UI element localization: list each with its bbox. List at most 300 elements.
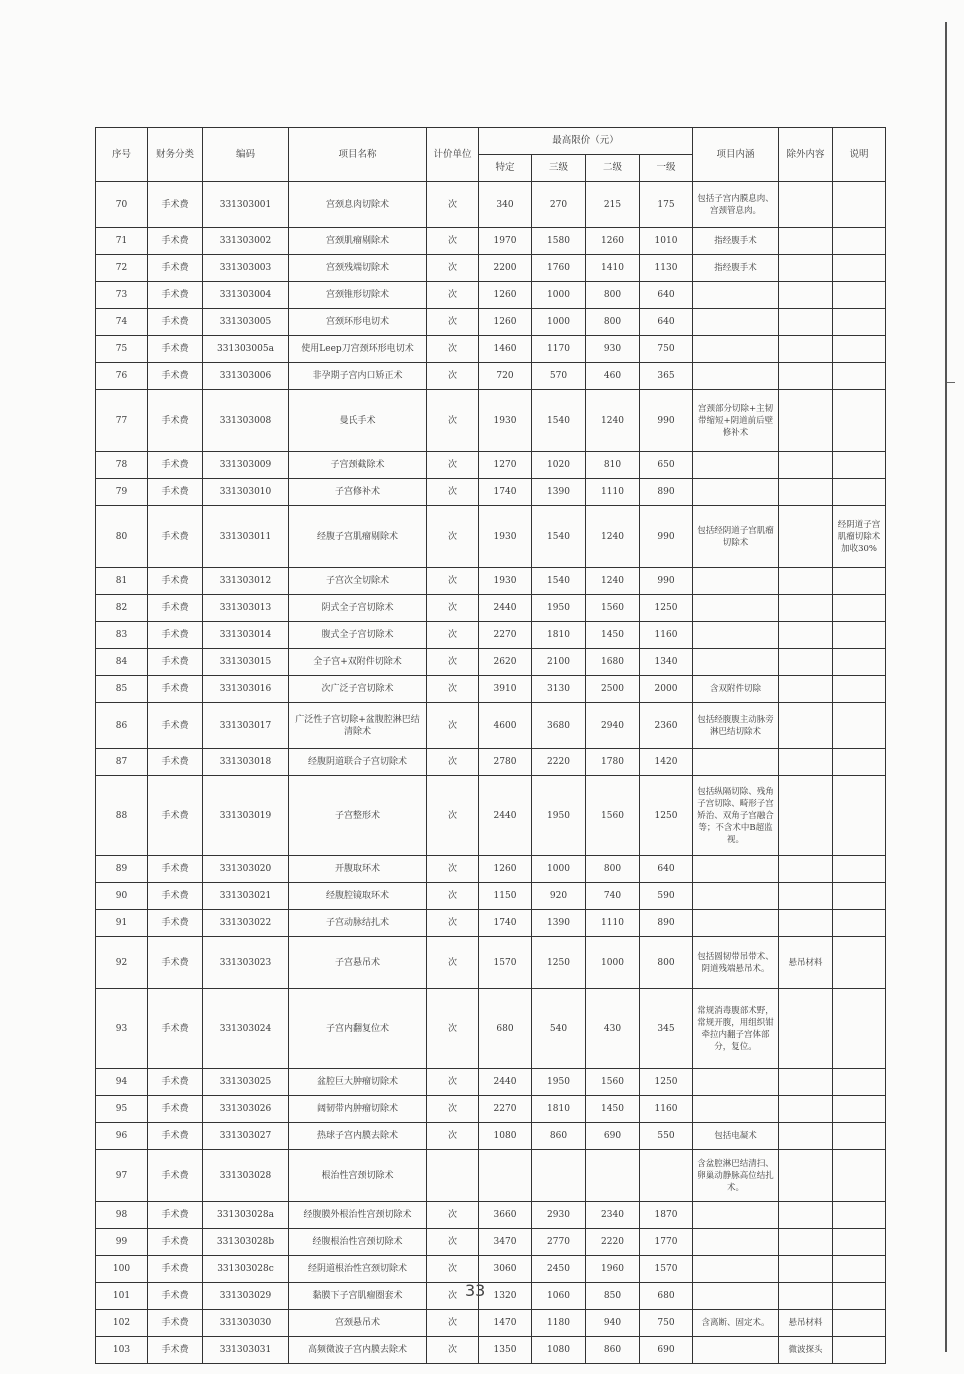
table-row	[96, 622, 886, 649]
cell-price-special: 1930	[479, 390, 532, 452]
cell-seq: 102	[96, 1310, 148, 1337]
cell-name: 黏膜下子宫肌瘤圈套术	[289, 1283, 427, 1310]
cell-content: 包括经阴道子宫肌瘤切除术	[693, 506, 779, 568]
cell-name: 宫颈锥形切除术	[289, 282, 427, 309]
cell-name: 全子宫+双附件切除术	[289, 649, 427, 676]
cell-price-special: 4600	[479, 703, 532, 749]
cell-unit: 次	[427, 1096, 479, 1123]
cell-price-level2: 800	[586, 282, 640, 309]
cell-price-level3: 1810	[532, 622, 586, 649]
cell-name: 子宫修补术	[289, 479, 427, 506]
cell-remarks	[833, 989, 886, 1069]
cell-price-level3: 920	[532, 883, 586, 910]
cell-price-level2: 1560	[586, 1069, 640, 1096]
cell-price-level2: 1960	[586, 1256, 640, 1283]
cell-price-special: 2620	[479, 649, 532, 676]
cell-name: 经腹子宫肌瘤剔除术	[289, 506, 427, 568]
cell-price-level3: 1020	[532, 452, 586, 479]
cell-price-level1: 890	[640, 479, 693, 506]
cell-category: 手术费	[148, 1310, 203, 1337]
cell-seq: 84	[96, 649, 148, 676]
cell-price-special: 720	[479, 363, 532, 390]
cell-category: 手术费	[148, 390, 203, 452]
table-row	[96, 228, 886, 255]
cell-category: 手术费	[148, 1123, 203, 1150]
cell-excluded	[779, 182, 833, 228]
cell-category: 手术费	[148, 1150, 203, 1202]
table-row	[96, 363, 886, 390]
cell-seq: 73	[96, 282, 148, 309]
cell-price-level3: 1540	[532, 506, 586, 568]
table-row	[96, 390, 886, 452]
cell-price-special: 1470	[479, 1310, 532, 1337]
cell-name: 宫颈环形电切术	[289, 309, 427, 336]
cell-name: 宫颈肌瘤剔除术	[289, 228, 427, 255]
cell-price-level3: 540	[532, 989, 586, 1069]
table-row	[96, 856, 886, 883]
cell-remarks	[833, 1123, 886, 1150]
cell-price-level1: 2360	[640, 703, 693, 749]
cell-price-level2: 460	[586, 363, 640, 390]
table-row	[96, 182, 886, 228]
cell-price-level1: 750	[640, 1310, 693, 1337]
cell-category: 手术费	[148, 1256, 203, 1283]
cell-content	[693, 282, 779, 309]
cell-name: 子宫颈截除术	[289, 452, 427, 479]
cell-excluded	[779, 228, 833, 255]
cell-content	[693, 910, 779, 937]
table-row	[96, 989, 886, 1069]
cell-unit: 次	[427, 883, 479, 910]
cell-remarks	[833, 749, 886, 776]
cell-unit: 次	[427, 1123, 479, 1150]
cell-excluded	[779, 255, 833, 282]
cell-price-level1: 680	[640, 1283, 693, 1310]
cell-excluded	[779, 703, 833, 749]
cell-name: 腹式全子宫切除术	[289, 622, 427, 649]
cell-remarks	[833, 390, 886, 452]
cell-code: 331303018	[203, 749, 289, 776]
cell-content	[693, 568, 779, 595]
cell-price-level2: 1260	[586, 228, 640, 255]
cell-seq: 96	[96, 1123, 148, 1150]
cell-content: 含盆腔淋巴结清扫、卵巢动静脉高位结扎术。	[693, 1150, 779, 1202]
cell-seq: 100	[96, 1256, 148, 1283]
cell-excluded	[779, 856, 833, 883]
cell-code: 331303011	[203, 506, 289, 568]
cell-price-special: 3910	[479, 676, 532, 703]
cell-price-special: 2200	[479, 255, 532, 282]
cell-category: 手术费	[148, 649, 203, 676]
cell-category: 手术费	[148, 336, 203, 363]
cell-price-special: 1930	[479, 506, 532, 568]
cell-price-level1: 1250	[640, 776, 693, 856]
cell-price-level3: 2100	[532, 649, 586, 676]
cell-excluded	[779, 883, 833, 910]
cell-category: 手术费	[148, 1337, 203, 1364]
cell-content: 含双附件切除	[693, 676, 779, 703]
cell-seq: 74	[96, 309, 148, 336]
cell-content: 包括圆韧带吊带术、阴道残端悬吊术。	[693, 937, 779, 989]
cell-name: 经腹腔镜取环术	[289, 883, 427, 910]
cell-code: 331303019	[203, 776, 289, 856]
table-row	[96, 937, 886, 989]
cell-price-level3: 1540	[532, 390, 586, 452]
cell-code: 331303024	[203, 989, 289, 1069]
cell-content: 包括子宫内膜息肉、宫颈管息肉。	[693, 182, 779, 228]
page-number: 33	[465, 1281, 486, 1300]
cell-excluded	[779, 749, 833, 776]
cell-price-level2: 1240	[586, 506, 640, 568]
cell-content	[693, 1096, 779, 1123]
cell-price-level3: 2220	[532, 749, 586, 776]
cell-unit: 次	[427, 568, 479, 595]
cell-code: 331303028a	[203, 1202, 289, 1229]
cell-category: 手术费	[148, 282, 203, 309]
table-row	[96, 1069, 886, 1096]
table-row	[96, 309, 886, 336]
cell-price-level1: 1010	[640, 228, 693, 255]
cell-excluded	[779, 676, 833, 703]
cell-seq: 71	[96, 228, 148, 255]
cell-unit: 次	[427, 390, 479, 452]
cell-excluded: 悬吊材料	[779, 937, 833, 989]
cell-excluded: 悬吊材料	[779, 1310, 833, 1337]
cell-code: 331303022	[203, 910, 289, 937]
cell-seq: 97	[96, 1150, 148, 1202]
col-header-content: 项目内涵	[693, 128, 779, 182]
cell-name: 经腹根治性宫颈切除术	[289, 1229, 427, 1256]
cell-seq: 90	[96, 883, 148, 910]
cell-code: 331303027	[203, 1123, 289, 1150]
cell-seq: 98	[96, 1202, 148, 1229]
cell-price-level2: 1780	[586, 749, 640, 776]
cell-unit: 次	[427, 989, 479, 1069]
table-row	[96, 1283, 886, 1310]
cell-price-level2: 1560	[586, 776, 640, 856]
cell-price-level2: 2340	[586, 1202, 640, 1229]
cell-price-level1: 1340	[640, 649, 693, 676]
cell-seq: 80	[96, 506, 148, 568]
cell-excluded	[779, 479, 833, 506]
cell-price-level1: 890	[640, 910, 693, 937]
cell-unit: 次	[427, 622, 479, 649]
cell-name: 宫颈息肉切除术	[289, 182, 427, 228]
cell-price-level1: 1250	[640, 595, 693, 622]
cell-price-level1: 640	[640, 309, 693, 336]
cell-unit: 次	[427, 452, 479, 479]
cell-price-level3: 3680	[532, 703, 586, 749]
cell-content	[693, 336, 779, 363]
cell-price-level2: 800	[586, 309, 640, 336]
cell-seq: 78	[96, 452, 148, 479]
cell-seq: 103	[96, 1337, 148, 1364]
col-header-seq: 序号	[96, 128, 148, 182]
cell-price-special: 680	[479, 989, 532, 1069]
cell-price-level2: 2220	[586, 1229, 640, 1256]
cell-name: 开腹取环术	[289, 856, 427, 883]
cell-seq: 87	[96, 749, 148, 776]
cell-code: 331303030	[203, 1310, 289, 1337]
cell-name: 宫颈悬吊术	[289, 1310, 427, 1337]
cell-name: 子宫内翻复位术	[289, 989, 427, 1069]
cell-seq: 85	[96, 676, 148, 703]
cell-seq: 99	[96, 1229, 148, 1256]
cell-excluded	[779, 1229, 833, 1256]
cell-code: 331303028	[203, 1150, 289, 1202]
cell-category: 手术费	[148, 1283, 203, 1310]
cell-name: 阔韧带内肿瘤切除术	[289, 1096, 427, 1123]
cell-price-level3: 860	[532, 1123, 586, 1150]
table-row	[96, 1202, 886, 1229]
cell-excluded	[779, 336, 833, 363]
cell-price-special: 1740	[479, 910, 532, 937]
cell-excluded	[779, 1150, 833, 1202]
cell-price-level1: 1160	[640, 622, 693, 649]
cell-price-level1: 175	[640, 182, 693, 228]
cell-price-level1: 2000	[640, 676, 693, 703]
table-row	[96, 676, 886, 703]
cell-content	[693, 856, 779, 883]
cell-content	[693, 309, 779, 336]
cell-price-special: 3060	[479, 1256, 532, 1283]
cell-excluded	[779, 390, 833, 452]
cell-price-level2: 1680	[586, 649, 640, 676]
cell-excluded	[779, 568, 833, 595]
cell-category: 手术费	[148, 749, 203, 776]
cell-name: 经腹阴道联合子宫切除术	[289, 749, 427, 776]
cell-excluded	[779, 1123, 833, 1150]
col-header-special: 特定	[479, 155, 532, 182]
cell-price-level2: 690	[586, 1123, 640, 1150]
cell-category: 手术费	[148, 989, 203, 1069]
cell-name: 经阴道根治性宫颈切除术	[289, 1256, 427, 1283]
cell-code: 331303026	[203, 1096, 289, 1123]
table-row	[96, 282, 886, 309]
cell-price-level1: 800	[640, 937, 693, 989]
cell-seq: 86	[96, 703, 148, 749]
cell-unit: 次	[427, 649, 479, 676]
cell-name: 广泛性子宫切除+盆腹腔淋巴结清除术	[289, 703, 427, 749]
price-table	[95, 127, 886, 1364]
cell-code: 331303016	[203, 676, 289, 703]
cell-remarks	[833, 336, 886, 363]
cell-content	[693, 1229, 779, 1256]
cell-price-level1: 990	[640, 390, 693, 452]
cell-content	[693, 883, 779, 910]
cell-remarks	[833, 1069, 886, 1096]
cell-category: 手术费	[148, 856, 203, 883]
cell-remarks	[833, 1310, 886, 1337]
cell-unit: 次	[427, 182, 479, 228]
cell-seq: 93	[96, 989, 148, 1069]
cell-category: 手术费	[148, 363, 203, 390]
cell-name: 使用Leep刀宫颈环形电切术	[289, 336, 427, 363]
cell-price-level3: 1000	[532, 282, 586, 309]
table-row	[96, 568, 886, 595]
cell-name: 热球子宫内膜去除术	[289, 1123, 427, 1150]
cell-seq: 70	[96, 182, 148, 228]
cell-seq: 76	[96, 363, 148, 390]
cell-category: 手术费	[148, 1096, 203, 1123]
table-row	[96, 883, 886, 910]
cell-content	[693, 649, 779, 676]
col-header-unit: 计价单位	[427, 128, 479, 182]
cell-remarks	[833, 703, 886, 749]
cell-content	[693, 622, 779, 649]
cell-content: 含离断、固定术。	[693, 1310, 779, 1337]
cell-unit: 次	[427, 309, 479, 336]
cell-category: 手术费	[148, 228, 203, 255]
cell-category: 手术费	[148, 568, 203, 595]
cell-remarks	[833, 309, 886, 336]
cell-price-level3: 1540	[532, 568, 586, 595]
cell-price-level3: 1580	[532, 228, 586, 255]
cell-price-special: 3660	[479, 1202, 532, 1229]
table-row	[96, 749, 886, 776]
cell-code: 331303020	[203, 856, 289, 883]
cell-price-special: 1080	[479, 1123, 532, 1150]
cell-unit: 次	[427, 1229, 479, 1256]
cell-price-level3: 3130	[532, 676, 586, 703]
cell-content	[693, 1256, 779, 1283]
col-header-excluded: 除外内容	[779, 128, 833, 182]
cell-content	[693, 749, 779, 776]
cell-price-special: 2780	[479, 749, 532, 776]
cell-remarks	[833, 479, 886, 506]
cell-category: 手术费	[148, 883, 203, 910]
cell-remarks	[833, 883, 886, 910]
col-header-price-group: 最高限价（元）	[479, 128, 693, 155]
cell-seq: 77	[96, 390, 148, 452]
cell-remarks	[833, 622, 886, 649]
cell-price-special: 1570	[479, 937, 532, 989]
cell-remarks	[833, 182, 886, 228]
cell-price-special: 2440	[479, 776, 532, 856]
cell-price-level1: 750	[640, 336, 693, 363]
cell-price-level3: 270	[532, 182, 586, 228]
cell-code: 331303004	[203, 282, 289, 309]
cell-price-special: 1320	[479, 1283, 532, 1310]
cell-price-level2	[586, 1150, 640, 1202]
cell-content	[693, 595, 779, 622]
cell-content	[693, 1283, 779, 1310]
cell-price-level2: 850	[586, 1283, 640, 1310]
cell-code: 331303029	[203, 1283, 289, 1310]
cell-price-level2: 1110	[586, 479, 640, 506]
cell-remarks	[833, 1283, 886, 1310]
cell-remarks	[833, 1229, 886, 1256]
cell-content	[693, 1337, 779, 1364]
cell-seq: 82	[96, 595, 148, 622]
header-row-1	[96, 128, 886, 155]
cell-excluded	[779, 1202, 833, 1229]
cell-remarks	[833, 568, 886, 595]
cell-code: 331303008	[203, 390, 289, 452]
cell-price-special: 3470	[479, 1229, 532, 1256]
cell-code: 331303006	[203, 363, 289, 390]
cell-content	[693, 1202, 779, 1229]
table-row	[96, 1123, 886, 1150]
cell-price-level1: 640	[640, 282, 693, 309]
cell-unit: 次	[427, 255, 479, 282]
cell-unit: 次	[427, 676, 479, 703]
cell-category: 手术费	[148, 622, 203, 649]
cell-remarks	[833, 1256, 886, 1283]
cell-unit: 次	[427, 479, 479, 506]
cell-category: 手术费	[148, 506, 203, 568]
cell-code: 331303014	[203, 622, 289, 649]
cell-price-level1: 1250	[640, 1069, 693, 1096]
cell-unit: 次	[427, 336, 479, 363]
cell-code: 331303023	[203, 937, 289, 989]
cell-unit: 次	[427, 282, 479, 309]
cell-remarks	[833, 363, 886, 390]
cell-price-level3: 1950	[532, 776, 586, 856]
cell-excluded	[779, 1283, 833, 1310]
cell-category: 手术费	[148, 479, 203, 506]
cell-remarks	[833, 910, 886, 937]
cell-code: 331303010	[203, 479, 289, 506]
cell-price-special: 340	[479, 182, 532, 228]
cell-price-level1: 650	[640, 452, 693, 479]
cell-price-special: 1460	[479, 336, 532, 363]
cell-excluded	[779, 282, 833, 309]
cell-price-special: 2270	[479, 1096, 532, 1123]
cell-code: 331303025	[203, 1069, 289, 1096]
cell-category: 手术费	[148, 776, 203, 856]
cell-content: 指经腹手术	[693, 255, 779, 282]
cell-price-level1: 365	[640, 363, 693, 390]
cell-remarks	[833, 776, 886, 856]
cell-code: 331303028b	[203, 1229, 289, 1256]
cell-remarks	[833, 452, 886, 479]
cell-price-level3: 2450	[532, 1256, 586, 1283]
cell-price-level1: 1160	[640, 1096, 693, 1123]
cell-price-level2: 1240	[586, 390, 640, 452]
cell-name: 子宫悬吊术	[289, 937, 427, 989]
cell-excluded	[779, 309, 833, 336]
cell-category: 手术费	[148, 937, 203, 989]
cell-price-level2: 1410	[586, 255, 640, 282]
cell-unit: 次	[427, 1069, 479, 1096]
cell-price-level1	[640, 1150, 693, 1202]
cell-price-level2: 2940	[586, 703, 640, 749]
col-header-category: 财务分类	[148, 128, 203, 182]
cell-name: 根治性宫颈切除术	[289, 1150, 427, 1202]
cell-remarks	[833, 649, 886, 676]
cell-price-level1: 1420	[640, 749, 693, 776]
cell-price-level3: 1810	[532, 1096, 586, 1123]
cell-category: 手术费	[148, 910, 203, 937]
cell-price-level2: 740	[586, 883, 640, 910]
cell-price-level1: 640	[640, 856, 693, 883]
cell-unit: 次	[427, 1337, 479, 1364]
cell-seq: 89	[96, 856, 148, 883]
cell-excluded	[779, 1256, 833, 1283]
cell-price-special: 1930	[479, 568, 532, 595]
cell-price-level3	[532, 1150, 586, 1202]
cell-code: 331303015	[203, 649, 289, 676]
cell-code: 331303021	[203, 883, 289, 910]
cell-remarks	[833, 255, 886, 282]
cell-name: 阴式全子宫切除术	[289, 595, 427, 622]
col-header-level1: 一级	[640, 155, 693, 182]
cell-unit: 次	[427, 749, 479, 776]
cell-name: 子宫整形术	[289, 776, 427, 856]
cell-unit	[427, 1150, 479, 1202]
cell-remarks	[833, 1337, 886, 1364]
